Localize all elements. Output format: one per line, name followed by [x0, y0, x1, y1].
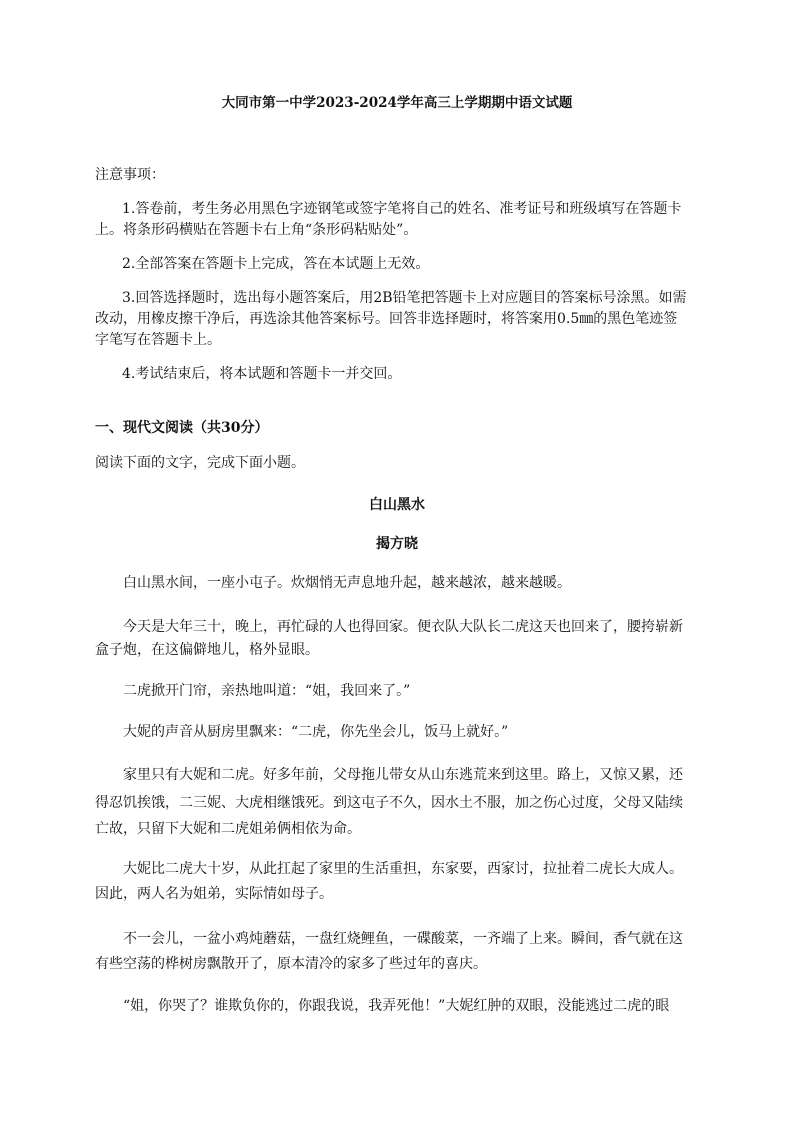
paragraph-2-line-1: 今天是大年三十，晚上，再忙碌的人也得回家。便衣队大队长二虎这天也回来了，腰挎崭新	[123, 619, 683, 635]
article-title: 白山黑水	[369, 497, 425, 513]
paragraph-4-line-1: 大妮的声音从厨房里飘来：“二虎，你先坐会儿，饭马上就好。”	[123, 724, 509, 740]
notice-item-1-line-2: 上。将条形码横贴在答题卡右上角“条形码粘贴处”。	[95, 222, 418, 238]
paragraph-3-line-1: 二虎掀开门帘，亲热地叫道：“姐，我回来了。”	[123, 683, 411, 699]
notice-item-1-line-1: 1.答卷前，考生务必用黑色字迹钢笔或签字笔将自己的姓名、准考证号和班级填写在答题卡	[122, 201, 682, 217]
paragraph-8-line-1: “姐，你哭了？谁欺负你的，你跟我说，我弄死他！”大妮红肿的双眼，没能逃过二虎的眼	[123, 998, 670, 1014]
paragraph-7-line-1: 不一会儿，一盆小鸡炖蘑菇，一盘红烧鲤鱼，一碟酸菜，一齐端了上来。瞬间，香气就在这	[123, 931, 683, 947]
notice-item-2-line-1: 2.全部答案在答题卡上完成，答在本试题上无效。	[122, 256, 430, 272]
notice-item-3-line-2: 改动，用橡皮擦干净后，再选涂其他答案标号。回答非选择题时，将答案用0.5㎜的黑色笔迹签	[95, 311, 678, 327]
paragraph-5-line-2: 得忍饥挨饿，二三妮、大虎相继饿死。到这屯子不久，因水土不服，加之伤心过度，父母又陆续	[95, 795, 683, 811]
exam-title: 大同市第一中学2023-2024学年高三上学期期中语文试题	[221, 95, 573, 111]
section-instruction: 阅读下面的文字，完成下面小题。	[95, 455, 305, 471]
paragraph-6-line-2: 因此，两人名为姐弟，实际情如母子。	[95, 886, 333, 902]
paragraph-5-line-3: 亡故，只留下大妮和二虎姐弟俩相依为命。	[95, 821, 361, 837]
article-author: 揭方晓	[376, 536, 418, 552]
notice-item-3-line-3: 字笔写在答题卡上。	[95, 332, 221, 348]
notice-heading: 注意事项：	[95, 167, 165, 183]
notice-item-4-line-1: 4.考试结束后，将本试题和答题卡一并交回。	[122, 366, 402, 382]
section-heading: 一、现代文阅读（共30分）	[95, 420, 269, 436]
paragraph-6-line-1: 大妮比二虎大十岁，从此扛起了家里的生活重担，东家要，西家讨，拉扯着二虎长大成人。	[123, 861, 683, 877]
paragraph-7-line-2: 有些空荡的桦树房飘散开了，原本清冷的家多了些过年的喜庆。	[95, 956, 487, 972]
paragraph-5-line-1: 家里只有大妮和二虎。好多年前，父母拖儿带女从山东逃荒来到这里。路上，又惊又累，还	[123, 767, 683, 783]
notice-item-3-line-1: 3.回答选择题时，选出每小题答案后，用2B铅笔把答题卡上对应题目的答案标号涂黑。如需	[122, 290, 687, 306]
paragraph-1-line-1: 白山黑水间，一座小屯子。炊烟悄无声息地升起，越来越浓，越来越暖。	[123, 575, 571, 591]
paragraph-2-line-2: 盒子炮，在这偏僻地儿，格外显眼。	[95, 642, 319, 658]
